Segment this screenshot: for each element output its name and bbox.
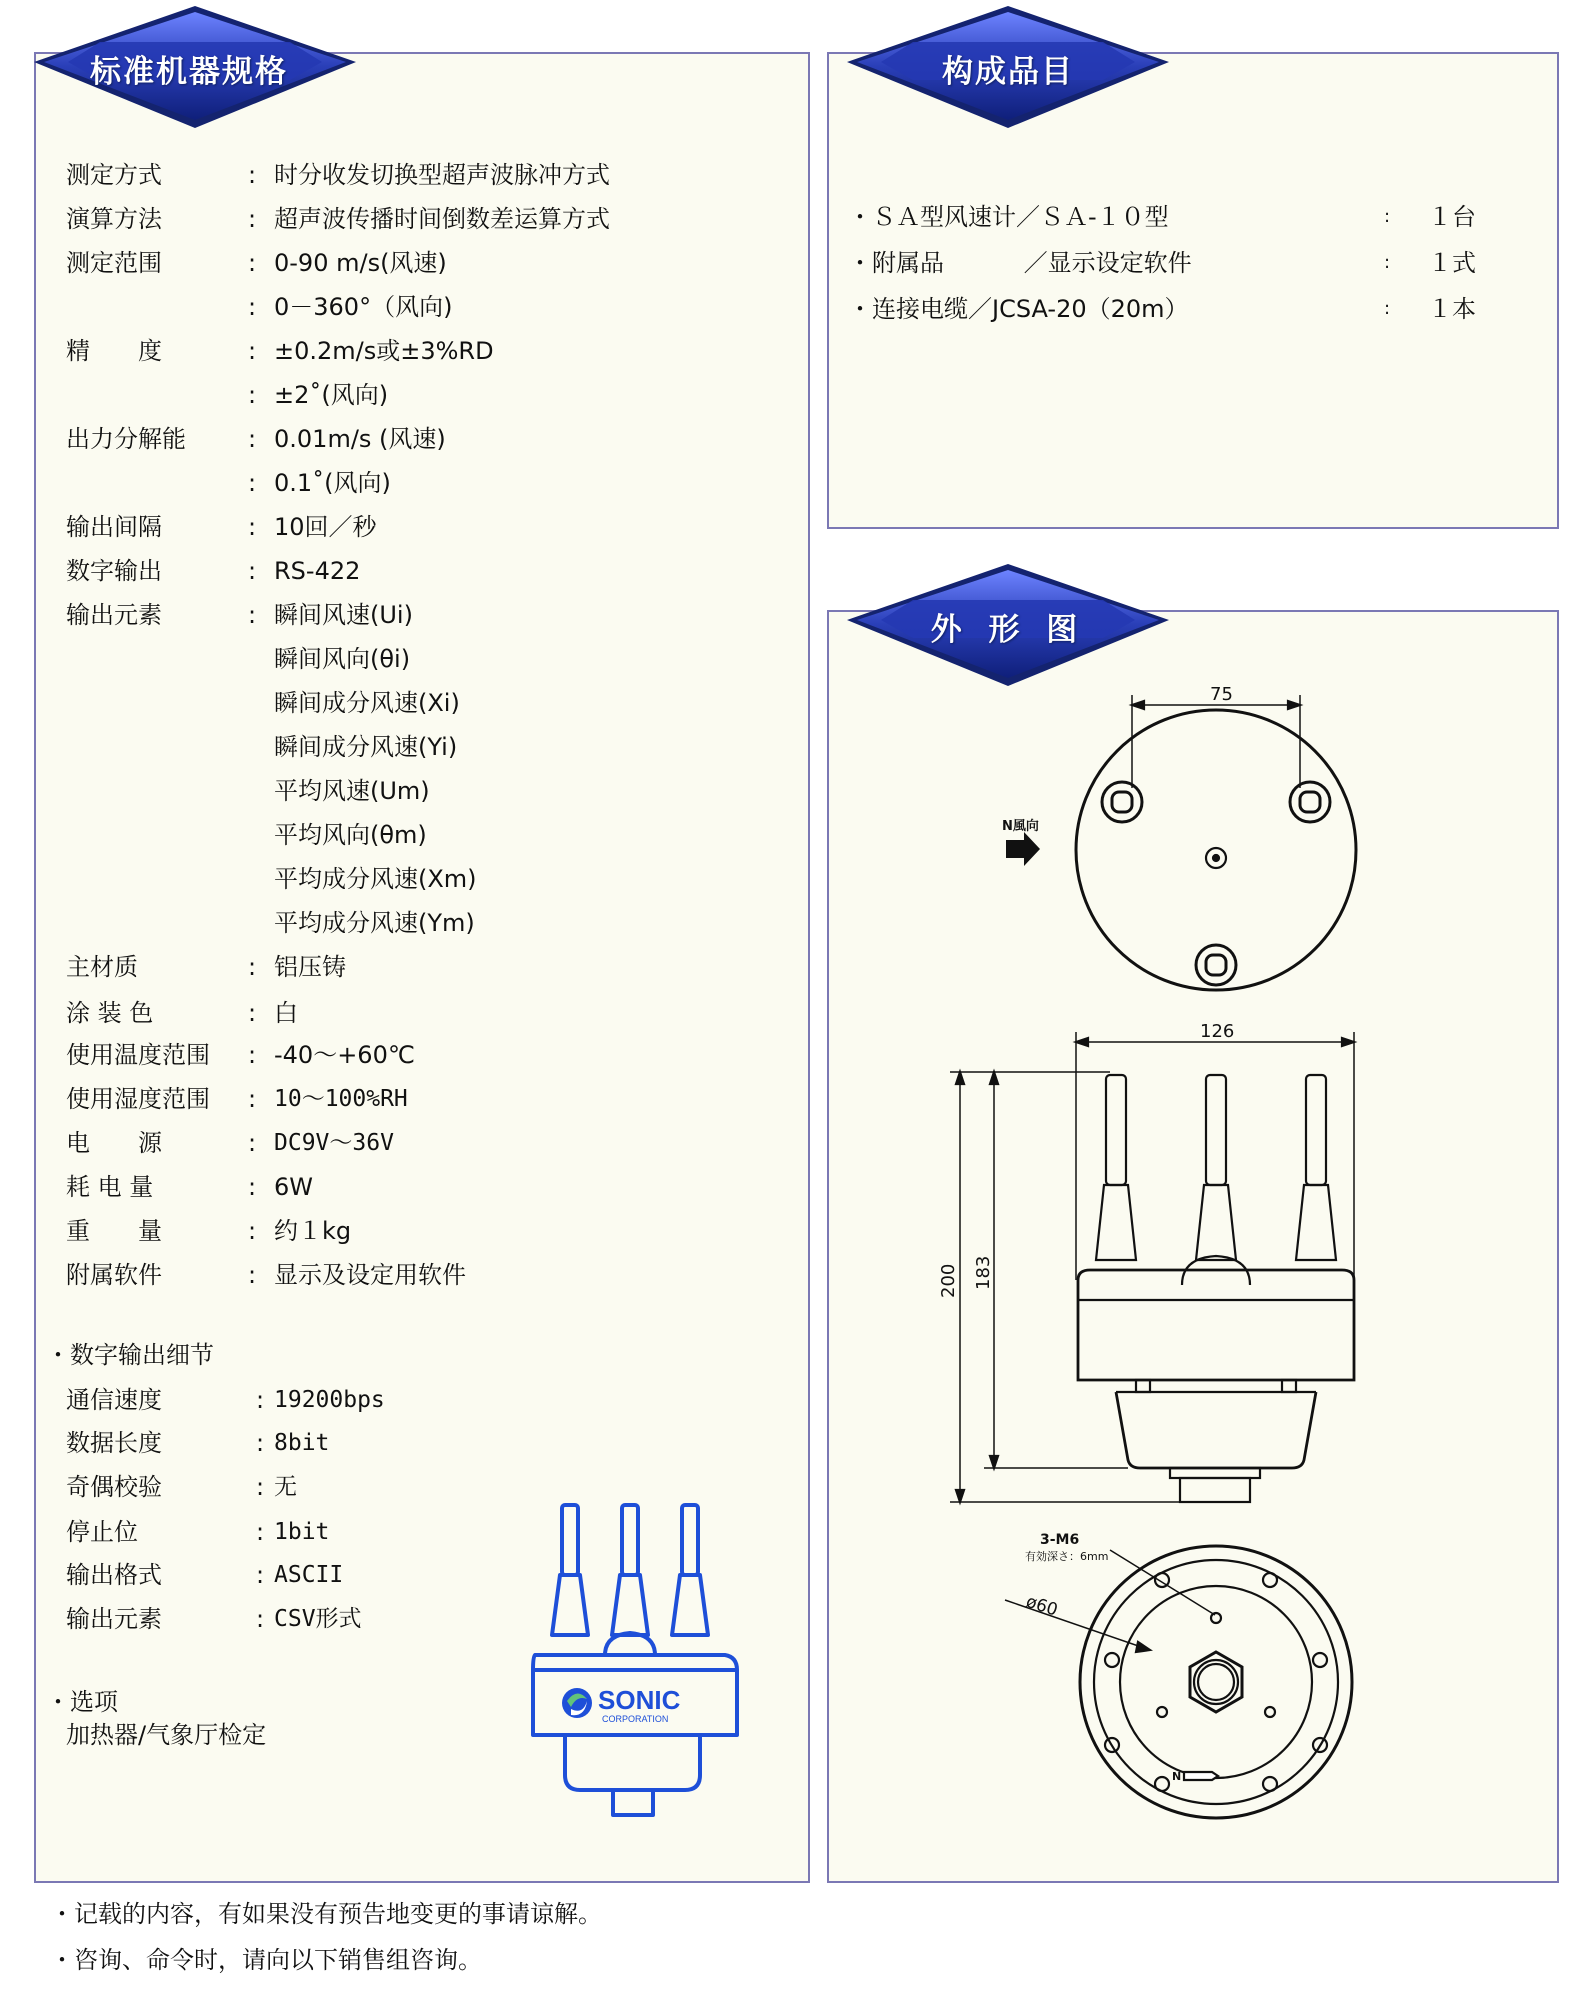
component-row (848, 202, 1528, 232)
spec-row (0, 248, 780, 278)
option-text: 加热器/气象厅检定 (66, 1721, 267, 1749)
spec-value: 瞬间风向(θi) (274, 645, 411, 673)
digital-value: CSV形式 (274, 1606, 362, 1632)
spec-label: 主材质 (66, 953, 138, 981)
digital-colon: : (256, 1386, 265, 1414)
spec-colon: : (248, 557, 257, 585)
digital-heading: ・数字输出细节 (46, 1341, 214, 1369)
spec-colon: : (248, 1041, 257, 1069)
spec-label: 数字输出 (66, 557, 162, 585)
digital-label: 数据长度 (66, 1429, 162, 1457)
spec-row (0, 204, 780, 234)
spec-label: 精 度 (66, 337, 162, 365)
spec-label: 耗 电 量 (66, 1173, 154, 1201)
spec-row (0, 908, 780, 938)
spec-value: 6W (274, 1173, 313, 1201)
spec-row (0, 336, 780, 366)
spec-value: 铝压铸 (274, 953, 346, 981)
digital-label: 奇偶校验 (66, 1473, 162, 1501)
spec-colon: : (248, 1085, 257, 1113)
dimensions-title: 外 形 图 (930, 612, 1086, 648)
spec-value: DC9V～36V (274, 1130, 394, 1156)
spec-colon: : (248, 513, 257, 541)
north-label: N風向 (1002, 819, 1039, 834)
spec-colon: : (248, 425, 257, 453)
spec-row (0, 644, 780, 674)
spec-value: ±2˚(风向) (274, 381, 389, 409)
spec-colon: : (248, 205, 257, 233)
north-bottom-label: N (1172, 1770, 1182, 1783)
spec-value: 瞬间风速(Ui) (274, 601, 413, 629)
spec-value: 0.1˚(风向) (274, 469, 391, 497)
spec-value: 时分收发切换型超声波脉冲方式 (274, 161, 610, 189)
digital-value: 无 (274, 1474, 297, 1500)
spec-label: 演算方法 (66, 205, 162, 233)
spec-label: 附属软件 (66, 1261, 162, 1289)
spec-banner (30, 2, 360, 132)
spec-value: 瞬间成分风速(Yi) (274, 733, 458, 761)
digital-colon: : (256, 1518, 265, 1546)
spec-value: 超声波传播时间倒数差运算方式 (274, 205, 610, 233)
spec-row (0, 1084, 780, 1114)
components-banner (843, 2, 1173, 132)
component-row (848, 294, 1528, 324)
spec-label: 输出间隔 (66, 513, 162, 541)
spec-row (0, 1216, 780, 1246)
screw-label: 3-M6 (1040, 1532, 1080, 1548)
spec-value: ±0.2m/s或±3%RD (274, 337, 494, 365)
dim-126: 126 (1200, 1021, 1235, 1042)
spec-label: 电 源 (66, 1129, 162, 1157)
spec-row (0, 160, 780, 190)
spec-row (0, 424, 780, 454)
digital-label: 输出格式 (66, 1561, 162, 1589)
dim-75: 75 (1210, 684, 1233, 705)
spec-value: 0-90 m/s(风速) (274, 249, 447, 277)
spec-colon: : (248, 999, 257, 1027)
logo-name: SONIC (598, 1685, 681, 1715)
spec-row (0, 1128, 780, 1158)
component-colon: : (1384, 298, 1391, 319)
spec-label: 涂 装 色 (66, 999, 154, 1027)
component-colon: : (1384, 206, 1391, 227)
spec-colon: : (248, 469, 257, 497)
spec-value: 约１kg (274, 1217, 352, 1245)
spec-row (0, 1040, 780, 1070)
spec-label: 测定范围 (66, 249, 162, 277)
sensor-hole-left (1102, 782, 1142, 822)
component-name: ・连接电缆／JCSA-20（20m） (848, 295, 1189, 323)
digital-colon: : (256, 1605, 265, 1633)
spec-colon: : (248, 1173, 257, 1201)
sonic-device-illustration (525, 1495, 745, 1830)
spec-colon: : (248, 601, 257, 629)
dim-diameter: ø60 (1023, 1591, 1061, 1621)
spec-row (0, 600, 780, 630)
dim-200: 200 (938, 1263, 959, 1298)
spec-colon: : (248, 953, 257, 981)
digital-colon: : (256, 1473, 265, 1501)
spec-row (0, 998, 780, 1028)
spec-value: 显示及设定用软件 (274, 1261, 466, 1289)
spec-label: 使用湿度范围 (66, 1085, 210, 1113)
spec-label: 输出元素 (66, 601, 162, 629)
component-qty: １本 (1428, 295, 1476, 323)
spec-colon: : (248, 1217, 257, 1245)
spec-value: 瞬间成分风速(Xi) (274, 689, 460, 717)
option-heading: ・选项 (46, 1688, 118, 1716)
spec-row (0, 952, 780, 982)
components-title: 构成品目 (942, 54, 1074, 90)
note-2: ・咨询、命令时，请向以下销售组咨询。 (50, 1946, 482, 1974)
spec-colon: : (248, 161, 257, 189)
spec-row (0, 1172, 780, 1202)
spec-colon: : (248, 293, 257, 321)
digital-value: 19200bps (274, 1387, 385, 1413)
digital-colon: : (256, 1561, 265, 1589)
sensor-hole-right (1290, 782, 1330, 822)
spec-row (0, 732, 780, 762)
spec-value: -40～+60℃ (274, 1041, 415, 1069)
spec-value: 10～100%RH (274, 1086, 408, 1112)
spec-title: 标准机器规格 (90, 54, 288, 90)
spec-value: 白 (274, 999, 298, 1027)
digital-colon: : (256, 1429, 265, 1457)
digital-row (0, 1428, 780, 1458)
spec-value: 平均成分风速(Xm) (274, 865, 477, 893)
spec-row (0, 292, 780, 322)
spec-colon: : (248, 381, 257, 409)
spec-row (0, 468, 780, 498)
spec-row (0, 688, 780, 718)
dimension-drawing (900, 660, 1500, 1840)
screw-depth: 有効深さ：6mm (1025, 1550, 1109, 1563)
spec-row (0, 380, 780, 410)
spec-label: 测定方式 (66, 161, 162, 189)
spec-colon: : (248, 1129, 257, 1157)
logo-sub: CORPORATION (602, 1714, 669, 1724)
spec-colon: : (248, 337, 257, 365)
spec-row (0, 776, 780, 806)
spec-row (0, 1260, 780, 1290)
spec-row (0, 864, 780, 894)
digital-value: 1bit (274, 1519, 330, 1545)
note-1: ・记载的内容，有如果没有预告地变更的事请谅解。 (50, 1900, 602, 1928)
dim-183: 183 (973, 1255, 994, 1290)
spec-value: 平均成分风速(Ym) (274, 909, 475, 937)
spec-row (0, 512, 780, 542)
spec-value: 10回／秒 (274, 513, 377, 541)
digital-row (0, 1385, 780, 1415)
spec-colon: : (248, 1261, 257, 1289)
component-qty: １式 (1428, 249, 1476, 277)
sonic-logo-icon (562, 1688, 592, 1718)
digital-label: 输出元素 (66, 1605, 162, 1633)
north-arrow-icon (1006, 832, 1040, 866)
spec-row (0, 820, 780, 850)
component-row (848, 248, 1528, 278)
spec-value: RS-422 (274, 557, 361, 585)
spec-label: 重 量 (66, 1217, 162, 1245)
digital-value: ASCII (274, 1562, 344, 1588)
spec-value: 0－360°（风向) (274, 293, 453, 321)
spec-value: 0.01m/s (风速) (274, 425, 446, 453)
component-name: ・ＳＡ型风速计／ＳＡ-１０型 (848, 203, 1169, 231)
spec-value: 平均风向(θm) (274, 821, 427, 849)
sensor-hole-bottom (1196, 945, 1236, 985)
digital-value: 8bit (274, 1430, 330, 1456)
spec-value: 平均风速(Um) (274, 777, 430, 805)
spec-label: 出力分解能 (66, 425, 186, 453)
spec-row (0, 556, 780, 586)
spec-label: 使用温度范围 (66, 1041, 210, 1069)
component-colon: : (1384, 252, 1391, 273)
component-qty: １台 (1428, 203, 1476, 231)
digital-label: 停止位 (66, 1518, 138, 1546)
digital-label: 通信速度 (66, 1386, 162, 1414)
component-name: ・附属品 ／显示设定软件 (848, 249, 1192, 277)
spec-colon: : (248, 249, 257, 277)
